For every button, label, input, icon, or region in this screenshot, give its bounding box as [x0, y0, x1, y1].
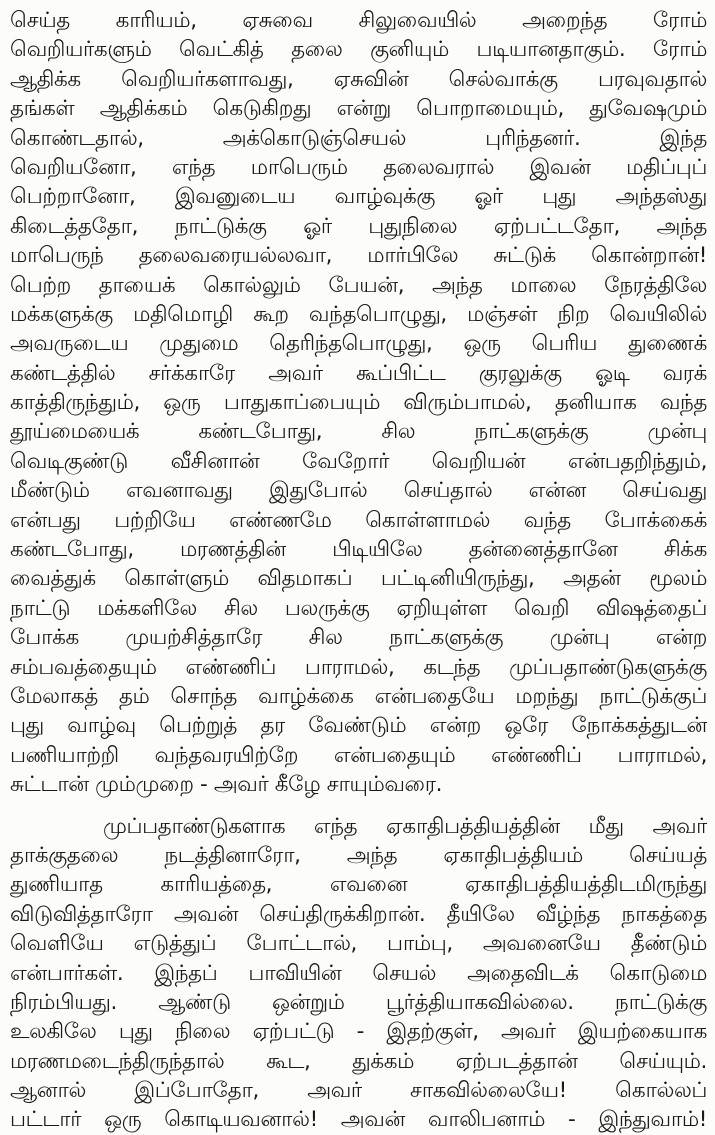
text-line: கண்டபோது, மரணத்தின் பிடியிலே தன்னைத்தானே சிக்க	[10, 537, 707, 563]
text-line: முப்பதாண்டுகளாக எந்த ஏகாதிபத்தியத்தின் மீது அவர்	[103, 813, 707, 839]
paragraph-2	[10, 812, 707, 1135]
text-line: புது வாழ்வு பெற்றுத் தர வேண்டும் என்ற ஒரே நோக்கத்துடன்	[10, 713, 707, 739]
text-line: போக்க முயற்சித்தாரே சில நாட்களுக்கு முன்பு என்ற	[10, 625, 707, 651]
text-line: பெற்றானோ, இவனுடைய வாழ்வுக்கு ஓர் புது அந்தஸ்து	[10, 184, 707, 210]
text-line: சம்பவத்தையும் எண்ணிப் பாராமல், கடந்த முப்பதாண்டுகளுக்கு	[10, 654, 707, 680]
text-line: நாட்டு மக்களிலே சில பலருக்கு ஏறியுள்ள வெறி விஷத்தைப்	[10, 595, 707, 621]
text-line: தங்கள் ஆதிக்கம் கெடுகிறது என்று பொறாமையும், துவேஷமும்	[10, 96, 707, 122]
text-line: துணியாத காரியத்தை, எவனை ஏகாதிபத்தியத்திடமிருந்து	[10, 872, 707, 898]
text-line: சுட்டான் மும்முறை - அவர் கீழே சாயும்வரை.	[10, 772, 443, 798]
paragraph-1	[10, 6, 707, 800]
text-line: காத்திருந்தும், ஒரு பாதுகாப்பையும் விரும்பாமல், தனியாக வந்த	[10, 390, 707, 416]
text-line: வைத்துக் கொள்ளும் விதமாகப் பட்டினியிருந்து, அதன் மூலம்	[10, 566, 707, 592]
text-line: நிரம்பியது. ஆண்டு ஒன்றும் பூர்த்தியாகவில்லை. நாட்டுக்கு	[10, 989, 707, 1015]
text-line: மீண்டும் எவனாவது இதுபோல் செய்தால் என்ன செய்வது	[10, 478, 707, 504]
text-line: ஆனால் இப்போதோ, அவர் சாகவில்லையே! கொல்லப்	[10, 1078, 707, 1104]
text-line: பணியாற்றி வந்தவரயிற்றே என்பதையும் எண்ணிப் பாராமல்,	[10, 742, 707, 768]
text-line: கிடைத்ததோ, நாட்டுக்கு ஓர் புதுநிலை ஏற்பட்டதோ, அந்த	[10, 213, 707, 239]
text-line: கொண்டதால், அக்கொடுஞ்செயல் புரிந்தனர். இந்த	[10, 125, 707, 151]
text-line: கண்டத்தில் சர்க்காரே அவர் கூப்பிட்ட குரலுக்கு ஓடி வரக்	[10, 360, 707, 386]
text-line: தூய்மையைக் கண்டபோது, சில நாட்களுக்கு முன்பு	[10, 419, 707, 445]
text-line: வெடிகுண்டு வீசினான் வேறோர் வெறியன் என்பதறிந்தும்,	[10, 448, 707, 474]
text-line: வெளியே எடுத்துப் போட்டால், பாம்பு, அவனையே தீண்டும்	[10, 931, 707, 957]
text-line: மரணமடைந்திருந்தால் கூட, துக்கம் ஏற்படத்தான் செய்யும்.	[10, 1048, 707, 1074]
text-line: உலகிலே புது நிலை ஏற்பட்டு - இதற்குள், அவர் இயற்கையாக	[10, 1019, 707, 1045]
text-line: செய்த காரியம், ஏசுவை சிலுவையில் அறைந்த ரோம்	[10, 8, 707, 33]
text-line: என்பது பற்றியே எண்ணமே கொள்ளாமல் வந்த போக்கைக்	[10, 507, 707, 533]
text-line: அவருடைய முதுமை தெரிந்தபொழுது, ஒரு பெரிய துணைக்	[10, 331, 707, 357]
text-line: மாபெருந் தலைவரையல்லவா, மார்பிலே சுட்டுக் கொன்றான்!	[10, 243, 707, 269]
text-line: வெறியர்களும் வெட்கித் தலை குனியும் படியானதாகும். ரோம்	[10, 37, 707, 63]
text-line: மேலாகத் தம் சொந்த வாழ்க்கை என்பதையே மறந்து நாட்டுக்குப்	[10, 683, 707, 709]
text-line: விடுவித்தாரோ அவன் செய்திருக்கிறான். தீயிலே வீழ்ந்த நாகத்தை	[10, 901, 707, 927]
text-line: வெறியனோ, எந்த மாபெரும் தலைவரால் இவன் மதிப்புப்	[10, 154, 707, 180]
text-line: என்பார்கள். இந்தப் பாவியின் செயல் அதைவிடக் கொடுமை	[10, 960, 707, 986]
text-line: தாக்குதலை நடத்தினாரோ, அந்த ஏகாதிபத்தியம் செய்யத்	[10, 842, 707, 868]
text-line: ஆதிக்க வெறியர்களாவது, ஏசுவின் செல்வாக்கு பரவுவதால்	[10, 66, 707, 92]
text-line: மக்களுக்கு மதிமொழி கூற வந்தபொழுது, மஞ்சள் நிற வெயிலில்	[10, 301, 707, 327]
text-line: பட்டார் ஒரு கொடியவனால்! அவன் வாலிபனாம் - இந்துவாம்!	[10, 1107, 707, 1133]
text-line: பெற்ற தாயைக் கொல்லும் பேயன், அந்த மாலை நேரத்திலே	[10, 272, 707, 298]
